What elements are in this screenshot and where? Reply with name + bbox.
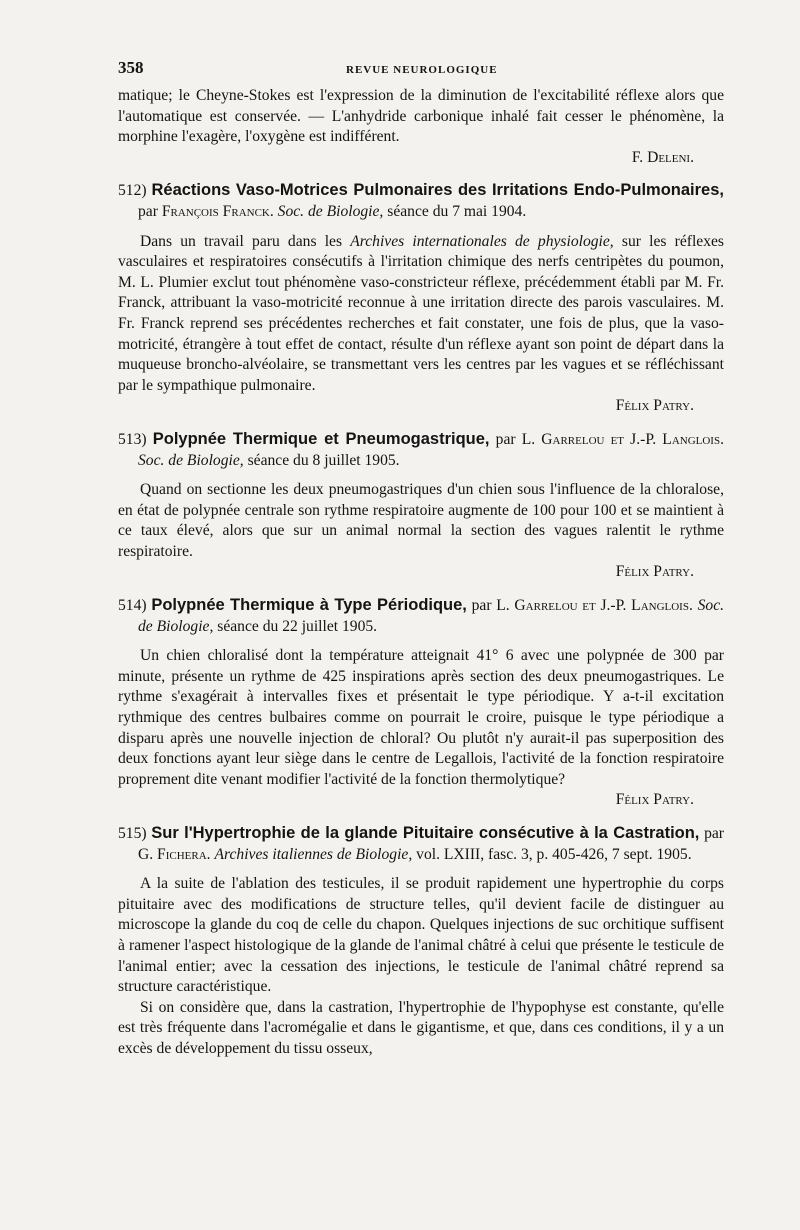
article-author: François Franck. [161, 202, 274, 220]
article-title: Réactions Vaso-Motrices Pulmonaires des Irritations Endo-Pulmonaires, [151, 181, 724, 200]
article-date: vol. LXIII, fasc. 3, p. 405-426, 7 sept. 1905. [416, 845, 692, 863]
article-author: G. Fichera. [138, 845, 211, 863]
page-header [118, 58, 724, 86]
article-body [118, 232, 724, 397]
article-title: Sur l'Hypertrophie de la glande Pituitaire consécutive à la Castration, [151, 824, 700, 842]
page-content [118, 58, 724, 1060]
article-date: séance du 22 juillet 1905. [217, 617, 378, 635]
article-signature: Félix Patry. [615, 791, 694, 809]
article-signature: Félix Patry. [615, 563, 694, 581]
article-body: A la suite de l'ablation des testicules, il se produit rapidement une hypertrophie du corps pituitaire avec des modifications de structure telles, qu'il devient facile de distinguer au microscope la glande du coq de celle du chapon. Quelques injections de suc orchitique suffisent à ramener l'aspect histologique de la glande de l'animal châtré à celui que présente le testicule de l'animal entier; avec la cessation des injections, le testicule de l'animal châtré reprend sa structure caractéristique. [118, 875, 724, 996]
article-heading [118, 823, 724, 865]
article-number: 515) [118, 825, 147, 842]
article-date: séance du 7 mai 1904. [387, 202, 527, 220]
article-number: 513) [118, 430, 147, 448]
article-number: 514) [118, 597, 147, 615]
article-body-continued: Si on considère que, dans la castration, l'hypertrophie de l'hypophyse est constante, qu'elle est très fréquente dans l'acromégalie et dans le gigantisme, et que, dans ces conditions, il y a un excès de développement du tissu osseux, [118, 998, 724, 1057]
article-title: Polypnée Thermique à Type Périodique, [151, 596, 467, 615]
article-heading [118, 595, 724, 637]
page-number: 358 [118, 58, 144, 77]
article-date: séance du 8 juillet 1905. [247, 451, 400, 469]
article-body-text: sur les réflexes vasculaires et respiratoires consécutifs à l'irritation chimique des nerfs centripètes du poumon, M. L. Plumier exclut tout phénomène vaso-constricteur réflexe, précédemment établi par M. Fr. Franck, attribuant la vaso-motricité reconnue à une irritation directe des parois vasculaires. M. Fr. Franck reprend ses précédentes recherches et fait constater, une fois de plus, que la vaso-motricité, étrangère à tout effet de contact, résulte d'un réflexe ayant son point de départ dans la muqueuse broncho-alvéolaire, se transmettant vers les centres par les vagues et se réfléchissant par le sympathique pulmonaire. [118, 232, 724, 394]
article-number: 512) [118, 182, 147, 200]
article-source: Archives italiennes de Biologie, [214, 845, 413, 863]
article-body-text: Dans un travail paru dans les [140, 232, 351, 250]
intro-signature: F. Deleni. [631, 148, 694, 166]
intro-paragraph: matique; le Cheyne-Stokes est l'expression de la diminution de l'excitabilité réflexe alors que l'automatique est conservée. — L'anhydride carbonique inhalé fait cesser le phénomène, la morphine l'exagère, l'oxygène est indifférent. [118, 87, 724, 146]
article-heading [118, 180, 724, 222]
article-author: L. Garrelou et J.-P. Langlois. [521, 430, 724, 448]
article-body: Quand on sectionne les deux pneumogastriques d'un chien sous l'influence de la chloralose, en état de polypnée centrale son rythme respiratoire augmente de 100 pour 100 et se maintient à ce taux élevé, alors que sur un animal normal la section des vagues ralentit le rythme respiratoire. [118, 481, 724, 560]
article-source: Soc. de Biologie, [277, 202, 384, 220]
article-by: par [704, 825, 724, 842]
article-body-journal: Archives internationales de physiologie, [350, 232, 614, 250]
running-title: REVUE NEUROLOGIQUE [346, 64, 498, 76]
article-by: par [138, 202, 158, 220]
article-signature: Félix Patry. [615, 397, 694, 415]
article-source: Soc. de Biologie, [138, 451, 244, 469]
article-by: par [495, 430, 516, 448]
article-source: Soc. de Biologie, [138, 597, 725, 635]
article-body: Un chien chloralisé dont la température atteignait 41° 6 avec une polypnée de 300 par minute, présente un rythme de 425 inspirations après section des deux pneumogastriques. Le rythme s'exagérait à intervalles fixes et présentait le type périodique. Y a-t-il excitation rythmique des centres bulbaires comme on pourrait le croire, puisque le type périodique a disparu après une nouvelle injection de chloral? Ou plutôt n'y aurait-il pas superposition des deux fonctions ayant leur siège dans le centre de Legallois, l'activité de la fonction respiratoire proprement dite venant modifier l'activité de la fonction thermolytique? [118, 647, 724, 788]
article-heading [118, 429, 724, 471]
article-author: L. Garrelou et J.-P. Langlois. [496, 597, 693, 615]
article-title: Polypnée Thermique et Pneumogastrique, [152, 429, 490, 448]
article-by: par [471, 597, 492, 615]
